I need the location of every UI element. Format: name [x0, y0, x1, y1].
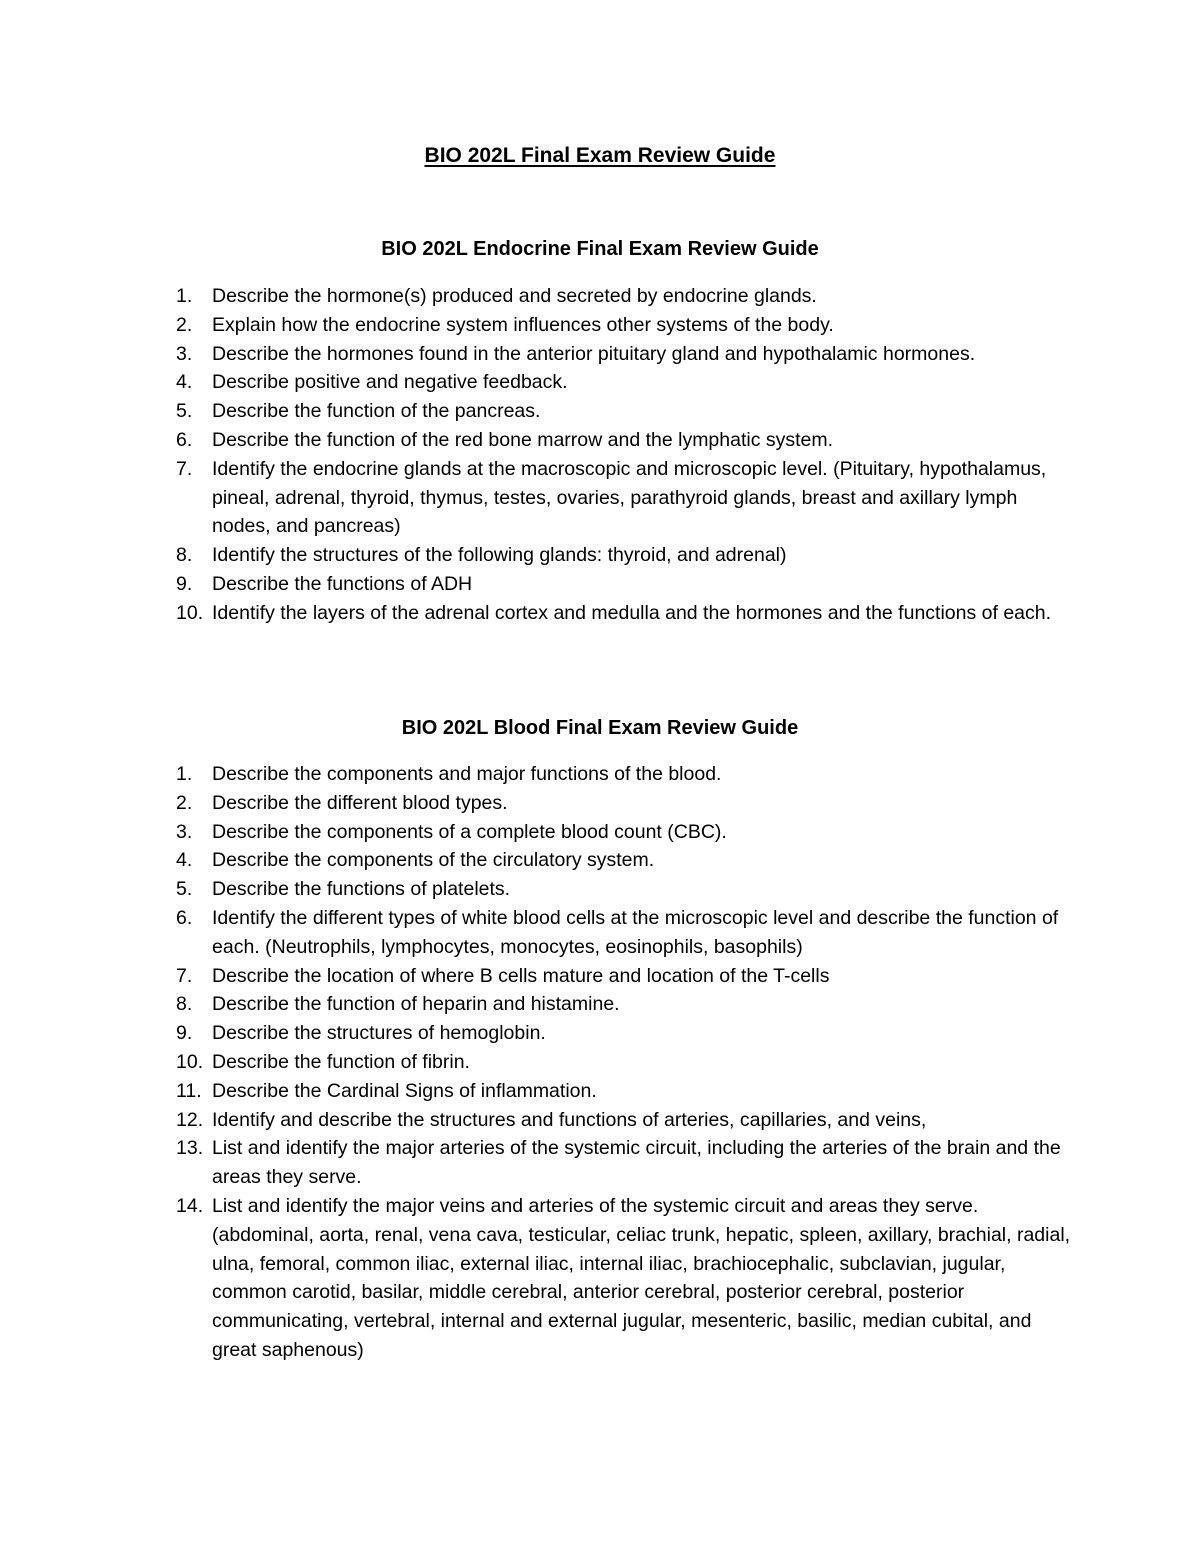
- item-number: 6.: [176, 906, 193, 929]
- item-number: 6.: [176, 428, 193, 451]
- item-text: List and identify the major arteries of the systemic circuit, including the arteries of the brain and the areas they serve.: [212, 1137, 1061, 1189]
- list-item: [176, 760, 1076, 789]
- list-item: [176, 875, 1076, 904]
- item-number: 2.: [176, 313, 193, 336]
- item-number: 8.: [176, 544, 193, 567]
- list-item: [176, 846, 1076, 875]
- item-number: 1.: [176, 285, 193, 307]
- item-text: Describe the Cardinal Signs of inflammation.: [212, 1079, 597, 1102]
- item-text: Describe the location of where B cells mature and location of the T-cells: [212, 964, 830, 987]
- item-number: 10.: [176, 601, 204, 624]
- list-item: [176, 1106, 1076, 1135]
- item-text: Identify the structures of the following glands: thyroid, and adrenal): [212, 544, 787, 567]
- list-item: [176, 1192, 1076, 1365]
- item-text: List and identify the major veins and arteries of the systemic circuit and areas they serve. (abdominal, aorta, renal, vena cava, testicular, celiac trunk, hepatic, spleen, axillary, brachial, radial, ulna, femoral, common iliac, external iliac, internal iliac, brachiocephalic, subclavian, jugular, common carotid, basilar, middle cerebral, anterior cerebral, posterior cerebral, posterior communicating, vertebral, internal and external jugular, mesenteric, basilic, median cubital, and great saphenous): [212, 1194, 1071, 1361]
- item-number: 7.: [176, 457, 193, 480]
- item-text: Describe the function of the pancreas.: [212, 400, 541, 423]
- list-item: [176, 818, 1076, 847]
- item-number: 8.: [176, 993, 193, 1016]
- list-item: [176, 455, 1076, 541]
- item-text: Describe the function of fibrin.: [212, 1050, 470, 1073]
- item-number: 11.: [176, 1079, 202, 1102]
- item-number: 9.: [176, 572, 193, 595]
- item-number: 9.: [176, 1022, 193, 1045]
- list-item: [176, 1134, 1076, 1192]
- item-text: Identify and describe the structures and functions of arteries, capillaries, and veins,: [212, 1108, 927, 1131]
- item-number: 3.: [176, 342, 193, 365]
- endocrine-question-list: [176, 282, 1076, 628]
- item-number: 1.: [176, 763, 193, 785]
- item-text: Describe the function of heparin and histamine.: [212, 993, 620, 1016]
- list-item: [176, 990, 1076, 1019]
- blood-question-list: [176, 760, 1076, 1365]
- list-item: [176, 1048, 1076, 1077]
- item-number: 13.: [176, 1137, 204, 1160]
- list-item: [176, 282, 1076, 311]
- item-text: Describe the components of a complete blood count (CBC).: [212, 820, 727, 843]
- endocrine-section-title: BIO 202L Endocrine Final Exam Review Guide: [381, 238, 819, 260]
- list-item: [176, 426, 1076, 455]
- item-text: Describe the functions of platelets.: [212, 878, 511, 901]
- item-text: Identify the different types of white blood cells at the microscopic level and describe the function of each. (Neutrophils, lymphocytes, monocytes, eosinophils, basophils): [212, 906, 1059, 958]
- item-number: 3.: [176, 820, 193, 843]
- item-text: Describe the function of the red bone marrow and the lymphatic system.: [212, 428, 834, 451]
- item-text: Explain how the endocrine system influences other systems of the body.: [212, 313, 834, 336]
- item-text: Describe the components and major functions of the blood.: [212, 763, 722, 785]
- blood-section-title: BIO 202L Blood Final Exam Review Guide: [401, 717, 799, 739]
- item-text: Describe positive and negative feedback.: [212, 371, 568, 394]
- item-text: Describe the structures of hemoglobin.: [212, 1022, 546, 1045]
- list-item: [176, 599, 1076, 628]
- list-item: [176, 340, 1076, 369]
- item-number: 5.: [176, 878, 193, 901]
- item-number: 14.: [176, 1194, 204, 1217]
- item-number: 4.: [176, 849, 193, 872]
- item-number: 4.: [176, 371, 193, 394]
- list-item: [176, 789, 1076, 818]
- item-number: 12.: [176, 1108, 204, 1131]
- item-text: Describe the hormones found in the anterior pituitary gland and hypothalamic hormones.: [212, 342, 976, 365]
- item-text: Describe the components of the circulatory system.: [212, 849, 655, 872]
- item-number: 5.: [176, 400, 193, 423]
- item-text: Describe the hormone(s) produced and secreted by endocrine glands.: [212, 285, 817, 307]
- item-text: Describe the functions of ADH: [212, 572, 473, 595]
- list-item: [176, 541, 1076, 570]
- item-text: Identify the layers of the adrenal cortex and medulla and the hormones and the functions of each.: [212, 601, 1052, 624]
- list-item: [176, 904, 1076, 962]
- list-item: [176, 397, 1076, 426]
- item-text: Identify the endocrine glands at the macroscopic and microscopic level. (Pituitary, hypothalamus, pineal, adrenal, thyroid, thymus, testes, ovaries, parathyroid glands, breast and axillary lymph nodes, and pancreas): [212, 457, 1047, 538]
- list-item: [176, 1077, 1076, 1106]
- page-title: BIO 202L Final Exam Review Guide: [424, 144, 776, 167]
- item-number: 2.: [176, 791, 193, 814]
- list-item: [176, 311, 1076, 340]
- list-item: [176, 368, 1076, 397]
- list-item: [176, 1019, 1076, 1048]
- list-item: [176, 962, 1076, 991]
- item-text: Describe the different blood types.: [212, 791, 508, 814]
- item-number: 7.: [176, 964, 193, 987]
- item-number: 10.: [176, 1050, 204, 1073]
- list-item: [176, 570, 1076, 599]
